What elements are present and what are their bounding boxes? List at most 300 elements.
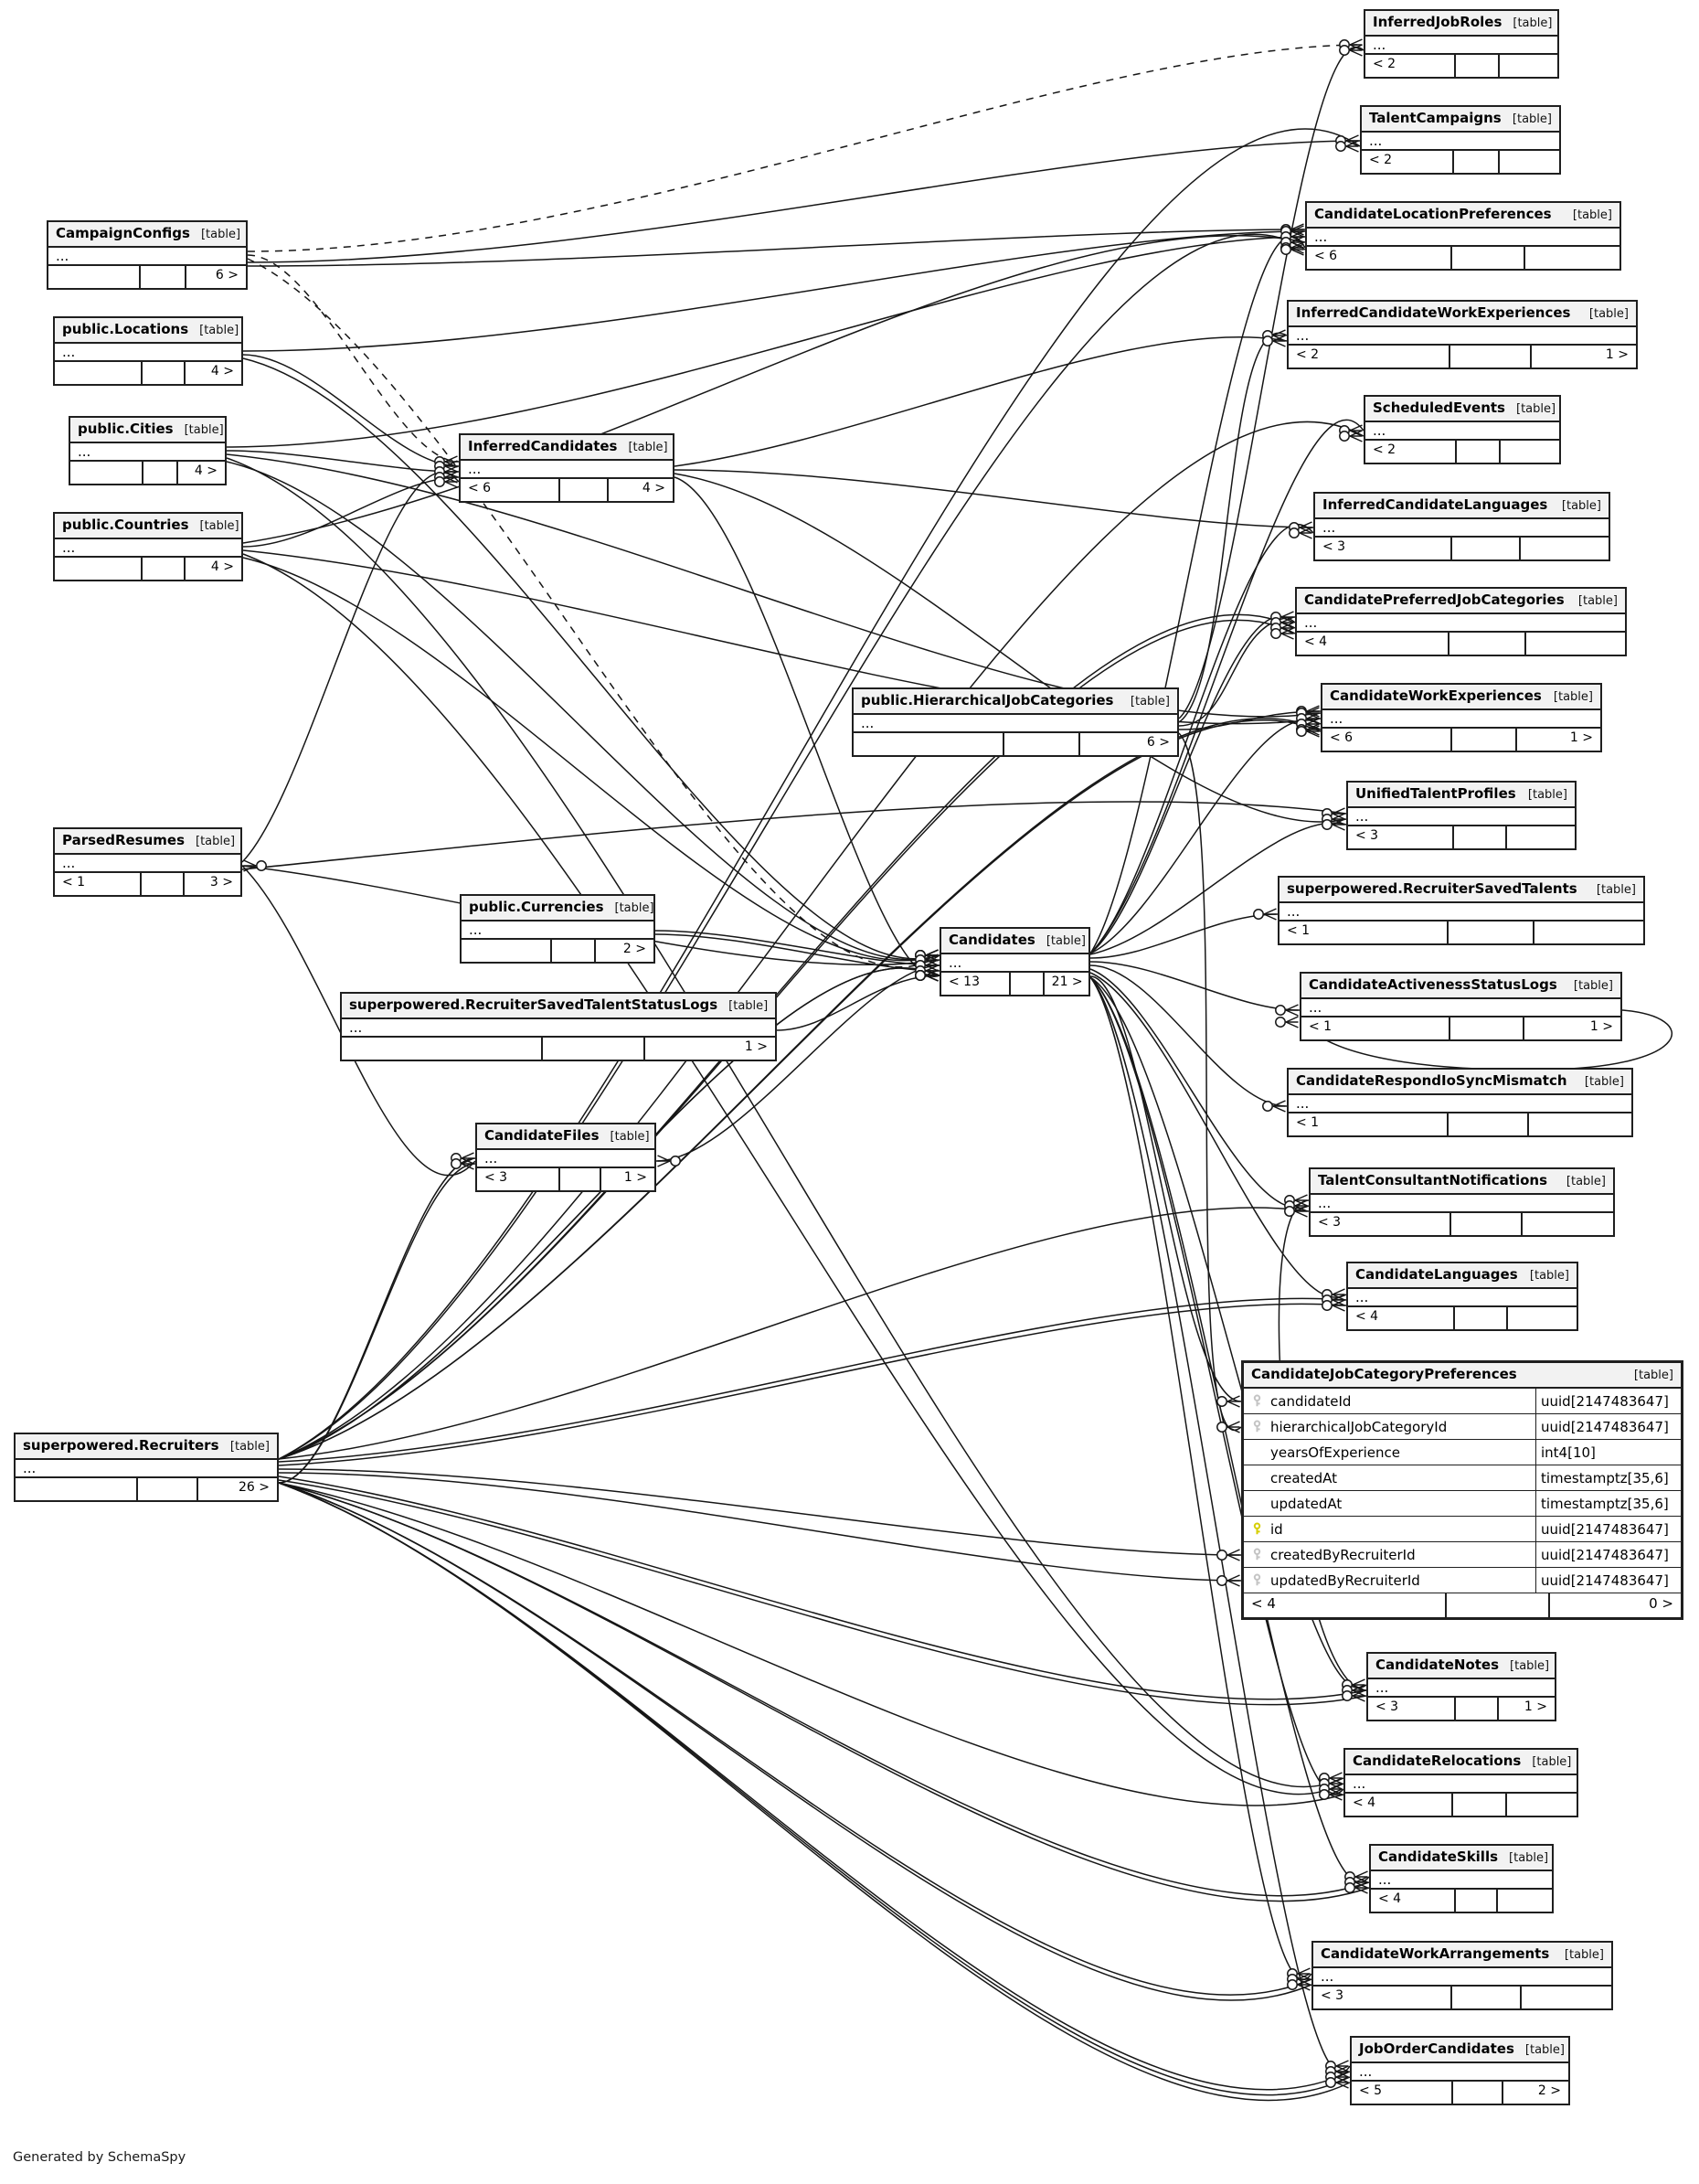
crow-foot-connector [1281,244,1304,255]
footer-spacer [558,479,610,501]
child-count-link[interactable] [1508,1307,1577,1329]
column-name: yearsOfExperience [1270,1444,1401,1461]
table-type-badge: [table] [1588,307,1629,321]
child-count-link[interactable]: 1 > [623,1170,647,1185]
table-type-badge: [table] [1512,112,1552,126]
column-type: timestamptz[35,6] [1535,1465,1681,1490]
table-name[interactable]: public.Countries [62,517,189,533]
footer-spacer [1009,973,1045,995]
footer-spacer [1452,151,1500,173]
table-footer [1352,2082,1568,2104]
parent-count-link[interactable]: < 3 [1318,1215,1342,1230]
table-name[interactable]: public.Currencies [469,899,604,915]
table-scheduledEvents[interactable] [1364,395,1561,464]
child-count-link[interactable]: 4 > [642,481,665,495]
footer-spacer [1447,1113,1529,1135]
parent-count-link[interactable]: < 1 [62,875,86,890]
table-candidateActivenessStatusLogs[interactable] [1300,972,1622,1041]
child-count-link[interactable] [1500,151,1559,173]
columns-collapsed: ... [16,1460,277,1478]
table-name[interactable]: CandidateActivenessStatusLogs [1309,976,1557,993]
column-row [1244,1440,1681,1465]
key-glyph [1251,1394,1263,1408]
table-header [48,222,246,248]
column-type: uuid[2147483647] [1535,1414,1681,1439]
footer-spacer [1455,441,1502,463]
table-candidatePreferredJobCategories[interactable] [1295,587,1627,656]
parent-count-link[interactable]: < 2 [1369,153,1393,167]
table-header [1352,2038,1568,2063]
relationship-line [227,458,1343,1787]
columns-collapsed: ... [70,443,225,462]
crow-foot-connector [1340,45,1363,56]
table-type-badge: [table] [614,901,654,915]
table-name[interactable]: TalentCampaigns [1369,110,1502,126]
column-name: candidateId [1270,1392,1352,1410]
columns-collapsed: ... [1289,327,1636,346]
table-footer [1280,922,1643,943]
relationship-line [242,473,459,862]
parent-count-link[interactable]: < 13 [949,975,980,989]
column-type: uuid[2147483647] [1535,1389,1681,1413]
table-name[interactable]: JobOrderCandidates [1359,2040,1514,2057]
relationship-line [279,1158,475,1483]
relationship-line [248,141,1360,262]
table-footer [55,362,241,384]
table-name[interactable]: CandidateWorkArrangements [1321,1945,1550,1962]
table-header [941,929,1088,954]
column-type: uuid[2147483647] [1535,1568,1681,1593]
table-footer [1348,826,1575,848]
table-name[interactable]: ScheduledEvents [1373,400,1505,416]
parent-count-link[interactable]: < 4 [1304,634,1328,649]
table-name[interactable]: superpowered.RecruiterSavedTalentStatusLogs [349,996,718,1013]
parent-count-link[interactable]: < 1 [1296,1115,1320,1130]
column-name-cell [1244,1517,1535,1541]
columns-collapsed: ... [55,344,241,362]
table-header [1362,107,1559,133]
table-talentConsultantNotifications[interactable] [1309,1167,1615,1237]
child-count-link[interactable] [1498,1890,1552,1912]
table-name[interactable]: UnifiedTalentProfiles [1355,785,1516,802]
table-name[interactable]: InferredCandidateLanguages [1322,496,1548,513]
relationship-line [279,1483,1369,1902]
crow-foot-connector [1263,1101,1286,1112]
parent-count-link[interactable]: < 2 [1373,57,1396,71]
table-name[interactable]: InferredCandidates [468,438,618,454]
table-type-badge: [table] [1584,1075,1624,1089]
columns-collapsed: ... [462,922,653,940]
table-locations[interactable] [53,316,243,386]
table-type-badge: [table] [1577,594,1618,608]
table-candidateNotes[interactable] [1366,1652,1556,1721]
relationship-line [1090,914,1278,958]
table-type-badge: [table] [1130,695,1170,708]
footer-spacer [1449,1017,1525,1039]
parent-count-link[interactable] [55,362,141,384]
parent-count-link[interactable] [342,1038,541,1060]
parent-count-link[interactable] [70,462,142,484]
table-inferredCandidates[interactable] [459,433,674,503]
column-name-cell [1244,1542,1535,1567]
child-count-link[interactable]: 21 > [1051,975,1083,989]
child-count-link[interactable] [1521,538,1609,559]
child-count-link[interactable] [1507,826,1575,848]
parent-count-link[interactable]: < 4 [1355,1309,1379,1324]
column-name-cell [1244,1491,1535,1516]
columns-collapsed: ... [1348,1289,1577,1307]
columns-collapsed: ... [342,1019,775,1038]
table-header [1297,589,1625,614]
table-name[interactable]: public.HierarchicalJobCategories [861,692,1114,708]
relationship-line [279,1483,1311,1995]
parent-count-link[interactable] [854,733,1003,755]
footer-spacer [1452,826,1507,848]
table-name[interactable]: superpowered.Recruiters [23,1437,219,1454]
crow-foot-connector [244,860,267,871]
table-countries[interactable] [53,512,243,581]
relationship-line [243,236,1305,543]
table-name[interactable]: CandidateRespondIoSyncMismatch [1296,1072,1567,1089]
table-name[interactable]: CandidateFiles [484,1127,600,1144]
columns-collapsed: ... [1315,519,1609,538]
table-candidateJobCategoryPreferences[interactable] [1241,1360,1683,1620]
foreign-key-icon [1249,1420,1264,1433]
table-header [1280,878,1643,903]
relationship-line [248,255,459,462]
column-name-cell [1244,1568,1535,1593]
table-type-badge: [table] [1510,1659,1550,1673]
table-name[interactable]: ParsedResumes [62,832,186,848]
table-type-badge: [table] [1516,402,1556,416]
table-footer [70,462,225,484]
footer-spacer [1449,1213,1522,1235]
relationship-line [1090,962,1300,1010]
footer-spacer [541,1038,645,1060]
relationship-line [1090,236,1305,954]
table-header [477,1124,654,1150]
table-type-badge: [table] [200,228,241,241]
table-type-badge: [table] [199,324,239,337]
table-hierarchicalJobCategories[interactable] [852,687,1179,757]
parent-count-link[interactable]: < 6 [468,481,492,495]
columns-collapsed: ... [1289,1095,1631,1113]
table-candidateLocationPreferences[interactable] [1305,201,1621,271]
table-header [342,994,775,1019]
column-row [1244,1517,1681,1542]
child-count-link[interactable] [1522,1987,1611,2008]
child-count-link[interactable] [1507,1794,1577,1816]
table-header [1371,1846,1552,1871]
table-currencies[interactable] [460,894,655,964]
child-count-link[interactable] [1523,1213,1613,1235]
parent-count-link[interactable]: < 4 [1353,1795,1376,1810]
column-name: updatedAt [1270,1495,1343,1512]
footer-spacer [139,266,186,288]
table-candidateFiles[interactable] [475,1123,656,1192]
columns-collapsed: ... [1365,422,1559,441]
relationship-line [1179,733,1241,1430]
child-count-link[interactable]: 2 > [622,942,646,956]
table-type-badge: [table] [199,519,239,533]
columns-collapsed: ... [1368,1679,1555,1698]
child-count-link[interactable]: 4 > [210,559,234,574]
child-count-link[interactable]: 4 > [210,364,234,378]
table-footer [1322,729,1600,751]
crow-foot-connector [1217,1550,1240,1561]
child-count-link[interactable]: 6 > [215,268,239,282]
table-inferredCandidateLanguages[interactable] [1313,492,1610,561]
table-footer [1315,538,1609,559]
parent-count-link[interactable]: < 1 [1309,1019,1333,1034]
footer-spacer [140,873,185,895]
footer-spacer [1450,729,1517,751]
relationship-line [243,355,459,466]
table-footer [1345,1794,1577,1816]
child-count-link[interactable] [1500,55,1557,77]
child-count-link[interactable]: 4 > [194,463,218,478]
table-recruiters[interactable] [14,1433,279,1502]
key-glyph [1251,1573,1263,1587]
parent-count-link[interactable] [48,266,139,288]
table-header [1307,203,1619,229]
table-type-badge: [table] [1561,499,1601,513]
child-count-link[interactable]: 1 > [1524,1699,1547,1714]
table-candidateLanguages[interactable] [1346,1262,1578,1331]
footer-spacer [142,462,179,484]
table-name[interactable]: superpowered.RecruiterSavedTalents [1287,880,1577,897]
table-recruiterSavedTalents[interactable] [1278,876,1645,945]
relationship-line [227,462,940,960]
footer-spacer [1450,1987,1522,2008]
relationship-line [279,1483,1343,1806]
table-candidateRelocations[interactable] [1343,1748,1578,1817]
table-footer [1244,1593,1681,1617]
table-name[interactable]: CandidateNotes [1375,1657,1500,1673]
child-count-link[interactable] [1534,922,1643,943]
footer-spacer [1451,1794,1507,1816]
relationship-line [279,1483,1369,1896]
column-type: timestamptz[35,6] [1535,1491,1681,1516]
table-header [55,318,241,344]
table-footer [16,1478,277,1500]
table-name[interactable]: CandidateLocationPreferences [1314,206,1552,222]
column-type: uuid[2147483647] [1535,1542,1681,1567]
table-header [1365,11,1557,37]
table-header [462,896,653,922]
columns-collapsed: ... [55,539,241,558]
footer-spacer [1454,1890,1498,1912]
parent-count-link[interactable]: < 6 [1314,249,1338,263]
relationship-line [242,802,1346,869]
child-count-link[interactable]: 1 > [1605,347,1629,362]
table-header [1368,1654,1555,1679]
table-footer [1313,1987,1611,2008]
table-header [70,418,225,443]
columns-collapsed: ... [1362,133,1559,151]
table-type-badge: [table] [1524,2043,1565,2057]
table-candidateRespondIoSyncMismatch[interactable] [1287,1068,1633,1137]
parent-count-link[interactable]: < 1 [1287,923,1311,938]
relationship-line [279,1476,1366,1699]
table-candidateSkills[interactable] [1369,1844,1554,1913]
relationship-line [279,1483,1350,2090]
footer-spacer [1003,733,1080,755]
columns-collapsed: ... [1348,808,1575,826]
parent-count-link[interactable] [16,1478,136,1500]
footer-spacer [1447,922,1534,943]
footer-spacer [141,362,186,384]
relationship-line [227,451,459,472]
table-candidates[interactable] [940,927,1090,996]
relationship-line [248,45,1364,251]
relationship-line [227,237,1305,447]
crow-foot-connector [1217,1396,1240,1407]
table-header [55,514,241,539]
column-name-cell [1244,1414,1535,1439]
table-header [16,1434,277,1460]
relationship-line [279,1480,1366,1705]
footer-spacer [1445,1593,1550,1617]
table-footer [854,733,1177,755]
table-name[interactable]: CandidateJobCategoryPreferences [1251,1366,1517,1382]
table-type-badge: [table] [229,1440,270,1454]
child-count-link[interactable]: 3 > [209,875,233,890]
child-count-link[interactable]: 0 > [1649,1595,1673,1612]
columns-collapsed: ... [55,855,240,873]
parent-count-link[interactable]: < 3 [484,1170,508,1185]
table-footer [1311,1213,1613,1235]
table-footer [1348,1307,1577,1329]
child-count-link[interactable]: 2 > [1537,2083,1561,2098]
table-footer [477,1168,654,1190]
parent-count-link[interactable]: < 4 [1378,1891,1402,1906]
table-header [1244,1363,1681,1389]
table-type-badge: [table] [1572,208,1612,222]
parent-count-link[interactable]: < 5 [1359,2083,1383,2098]
parent-count-link[interactable]: < 2 [1373,442,1396,457]
table-inferredCandidateWorkExperiences[interactable] [1287,300,1638,369]
table-name[interactable]: CandidateLanguages [1355,1266,1518,1283]
footer-spacer [550,940,596,962]
table-name[interactable]: public.Locations [62,321,189,337]
relationship-line [1090,976,1241,1401]
table-footer [1368,1698,1555,1720]
table-footer [1307,247,1619,269]
columns-collapsed: ... [1280,903,1643,922]
table-type-badge: [table] [1553,690,1593,704]
child-count-link[interactable]: 1 > [1589,1019,1613,1034]
table-footer [462,940,653,962]
child-count-link[interactable]: 26 > [239,1480,270,1495]
table-footer [1365,55,1557,77]
relationship-line [777,975,940,1030]
relationship-line [1090,616,1295,954]
parent-count-link[interactable]: < 3 [1321,1988,1344,2003]
table-name[interactable]: InferredJobRoles [1373,14,1503,30]
table-parsedResumes[interactable] [53,827,242,897]
child-count-link[interactable] [1526,633,1625,655]
child-count-link[interactable] [1525,247,1619,269]
table-name[interactable]: CandidateWorkExperiences [1330,687,1542,704]
footer-spacer [1448,633,1526,655]
table-type-badge: [table] [184,423,224,437]
parent-count-link[interactable]: < 3 [1355,828,1379,843]
parent-count-link[interactable] [55,558,141,580]
table-unifiedTalentProfiles[interactable] [1346,781,1577,850]
crow-foot-connector [1217,1422,1240,1433]
table-cities[interactable] [69,416,227,485]
child-count-link[interactable]: 1 > [744,1039,768,1054]
columns-collapsed: ... [461,461,673,479]
child-count-link[interactable] [1529,1113,1632,1135]
table-name[interactable]: CampaignConfigs [56,225,190,241]
columns-collapsed: ... [1307,229,1619,247]
columns-collapsed: ... [1311,1195,1613,1213]
table-campaignConfigs[interactable] [47,220,248,290]
column-row [1244,1465,1681,1491]
relationship-line [248,229,1305,266]
table-name[interactable]: CandidateSkills [1378,1848,1499,1865]
relationship-line [674,470,1313,527]
table-name[interactable]: Candidates [949,932,1035,948]
table-jobOrderCandidates[interactable] [1350,2036,1570,2105]
table-name[interactable]: public.Cities [78,421,174,437]
relationship-line [279,720,1321,1459]
table-recruiterSavedTalentStatusLogs[interactable] [340,992,777,1061]
table-type-badge: [table] [728,999,769,1013]
child-count-link[interactable]: 1 > [1569,730,1593,745]
parent-count-link[interactable]: < 6 [1330,730,1354,745]
table-inferredJobRoles[interactable] [1364,9,1559,79]
crow-foot-connector [1288,1979,1311,1990]
table-type-badge: [table] [628,441,668,454]
child-count-link[interactable] [1501,441,1559,463]
table-candidateWorkArrangements[interactable] [1311,1941,1613,2010]
table-name[interactable]: CandidatePreferredJobCategories [1304,591,1565,608]
child-count-link[interactable]: 6 > [1146,735,1170,750]
columns-collapsed: ... [1297,614,1625,633]
table-header [1345,1750,1577,1775]
crow-foot-connector [1322,1300,1345,1311]
columns-collapsed: ... [941,954,1088,973]
table-type-badge: [table] [1046,934,1086,948]
table-type-badge: [table] [1633,1369,1673,1382]
key-glyph [1251,1548,1263,1561]
table-footer [48,266,246,288]
table-header [1315,494,1609,519]
column-name-cell [1244,1440,1535,1465]
parent-count-link[interactable]: < 3 [1375,1699,1399,1714]
table-candidateWorkExperiences[interactable] [1321,683,1602,752]
relationship-line [279,1304,1346,1465]
table-header [1348,1263,1577,1289]
table-name[interactable]: TalentConsultantNotifications [1318,1172,1547,1188]
table-type-badge: [table] [1573,979,1613,993]
table-talentCampaigns[interactable] [1360,105,1561,175]
table-footer [461,479,673,501]
parent-count-link[interactable] [462,940,550,962]
parent-count-link[interactable]: < 2 [1296,347,1320,362]
table-name[interactable]: CandidateRelocations [1353,1753,1522,1769]
crow-foot-connector [1336,141,1359,152]
table-name[interactable]: InferredCandidateWorkExperiences [1296,304,1571,321]
table-footer [1289,1113,1631,1135]
column-row [1244,1491,1681,1517]
table-type-badge: [table] [1513,16,1553,30]
parent-count-link[interactable]: < 4 [1251,1595,1276,1612]
parent-count-link[interactable]: < 3 [1322,539,1346,554]
